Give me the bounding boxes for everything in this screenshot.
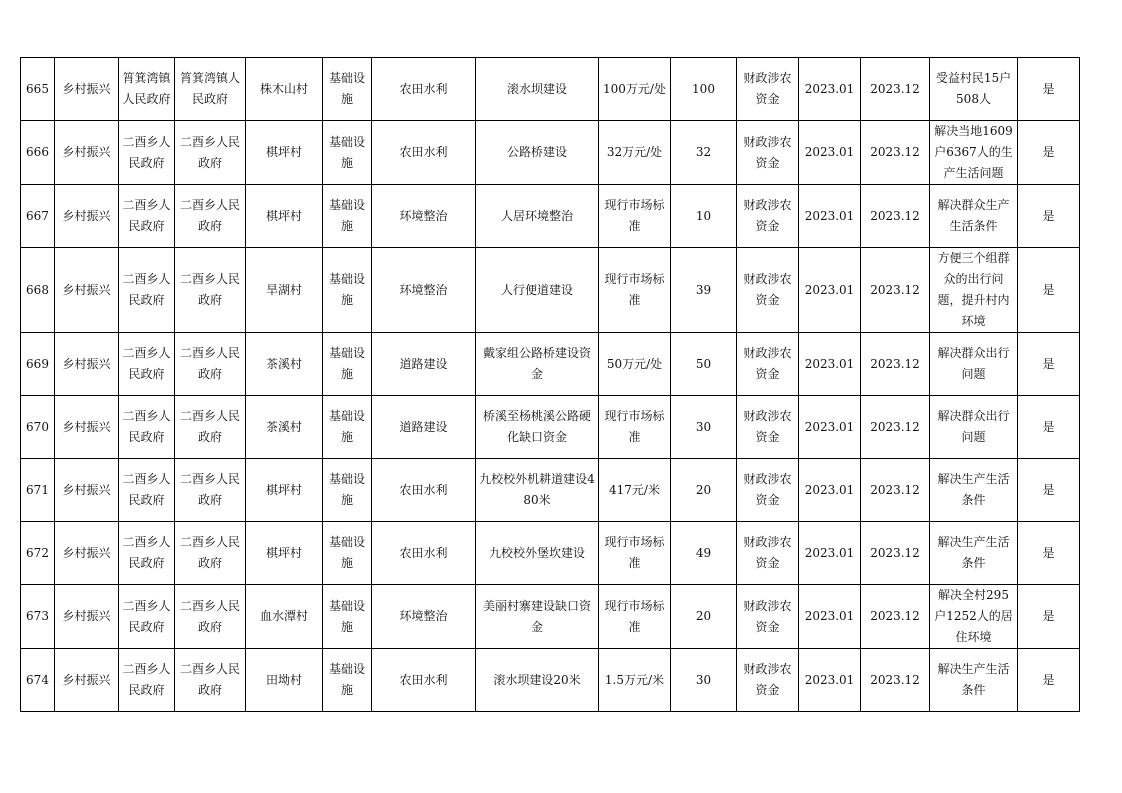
cell-unit: 二酉乡人民政府	[119, 522, 175, 585]
cell-type: 基础设施	[323, 333, 372, 396]
cell-category: 乡村振兴	[55, 121, 119, 185]
cell-village: 田坳村	[246, 649, 323, 712]
cell-village: 棋坪村	[246, 185, 323, 248]
cell-end: 2023.12	[861, 396, 930, 459]
cell-benefit: 解决群众出行问题	[930, 396, 1018, 459]
cell-type: 基础设施	[323, 585, 372, 649]
cell-benefit: 解决当地1609户6367人的生产生活问题	[930, 121, 1018, 185]
cell-fund: 财政涉农资金	[737, 459, 799, 522]
cell-category: 乡村振兴	[55, 185, 119, 248]
cell-start: 2023.01	[799, 248, 861, 333]
cell-no: 669	[21, 333, 55, 396]
table-row	[21, 58, 1080, 121]
cell-flag: 是	[1018, 333, 1080, 396]
cell-unit: 二酉乡人民政府	[119, 185, 175, 248]
cell-implementer: 二酉乡人民政府	[175, 459, 246, 522]
cell-end: 2023.12	[861, 649, 930, 712]
cell-benefit: 受益村民15户508人	[930, 58, 1018, 121]
cell-project: 人行便道建设	[476, 248, 599, 333]
cell-project: 九校校外机耕道建设480米	[476, 459, 599, 522]
cell-implementer: 筲箕湾镇人民政府	[175, 58, 246, 121]
cell-unit: 二酉乡人民政府	[119, 396, 175, 459]
cell-village: 株木山村	[246, 58, 323, 121]
cell-category: 乡村振兴	[55, 522, 119, 585]
cell-village: 茶溪村	[246, 396, 323, 459]
cell-start: 2023.01	[799, 333, 861, 396]
cell-village: 旱湖村	[246, 248, 323, 333]
cell-type: 基础设施	[323, 459, 372, 522]
cell-category: 乡村振兴	[55, 248, 119, 333]
cell-implementer: 二酉乡人民政府	[175, 585, 246, 649]
cell-implementer: 二酉乡人民政府	[175, 121, 246, 185]
cell-fund: 财政涉农资金	[737, 396, 799, 459]
cell-subtype: 农田水利	[372, 522, 476, 585]
cell-subtype: 农田水利	[372, 121, 476, 185]
cell-end: 2023.12	[861, 121, 930, 185]
cell-no: 673	[21, 585, 55, 649]
cell-fund: 财政涉农资金	[737, 121, 799, 185]
cell-project: 美丽村寨建设缺口资金	[476, 585, 599, 649]
cell-unit: 二酉乡人民政府	[119, 333, 175, 396]
cell-amount: 49	[671, 522, 737, 585]
cell-standard: 32万元/处	[599, 121, 671, 185]
table-row	[21, 585, 1080, 649]
cell-no: 666	[21, 121, 55, 185]
cell-unit: 筲箕湾镇人民政府	[119, 58, 175, 121]
cell-standard: 100万元/处	[599, 58, 671, 121]
cell-village: 棋坪村	[246, 522, 323, 585]
cell-amount: 50	[671, 333, 737, 396]
cell-implementer: 二酉乡人民政府	[175, 396, 246, 459]
cell-benefit: 解决群众生产生活条件	[930, 185, 1018, 248]
cell-end: 2023.12	[861, 333, 930, 396]
cell-implementer: 二酉乡人民政府	[175, 185, 246, 248]
cell-no: 667	[21, 185, 55, 248]
cell-category: 乡村振兴	[55, 58, 119, 121]
cell-subtype: 农田水利	[372, 459, 476, 522]
cell-category: 乡村振兴	[55, 459, 119, 522]
cell-village: 棋坪村	[246, 459, 323, 522]
cell-subtype: 农田水利	[372, 58, 476, 121]
cell-project: 公路桥建设	[476, 121, 599, 185]
cell-subtype: 环境整治	[372, 185, 476, 248]
cell-no: 671	[21, 459, 55, 522]
cell-subtype: 农田水利	[372, 649, 476, 712]
cell-benefit: 解决全村295户1252人的居住环境	[930, 585, 1018, 649]
cell-type: 基础设施	[323, 185, 372, 248]
cell-type: 基础设施	[323, 248, 372, 333]
cell-unit: 二酉乡人民政府	[119, 585, 175, 649]
cell-implementer: 二酉乡人民政府	[175, 333, 246, 396]
cell-amount: 20	[671, 459, 737, 522]
cell-standard: 现行市场标准	[599, 522, 671, 585]
cell-flag: 是	[1018, 649, 1080, 712]
cell-end: 2023.12	[861, 248, 930, 333]
cell-start: 2023.01	[799, 185, 861, 248]
cell-unit: 二酉乡人民政府	[119, 121, 175, 185]
cell-type: 基础设施	[323, 58, 372, 121]
cell-fund: 财政涉农资金	[737, 585, 799, 649]
cell-standard: 1.5万元/米	[599, 649, 671, 712]
cell-end: 2023.12	[861, 585, 930, 649]
cell-amount: 10	[671, 185, 737, 248]
cell-implementer: 二酉乡人民政府	[175, 522, 246, 585]
table-row	[21, 522, 1080, 585]
cell-subtype: 环境整治	[372, 248, 476, 333]
cell-flag: 是	[1018, 396, 1080, 459]
cell-flag: 是	[1018, 185, 1080, 248]
cell-type: 基础设施	[323, 649, 372, 712]
cell-flag: 是	[1018, 522, 1080, 585]
cell-benefit: 解决生产生活条件	[930, 522, 1018, 585]
cell-flag: 是	[1018, 121, 1080, 185]
cell-project: 桥溪至杨桃溪公路硬化缺口资金	[476, 396, 599, 459]
cell-fund: 财政涉农资金	[737, 649, 799, 712]
cell-type: 基础设施	[323, 522, 372, 585]
cell-project: 人居环境整治	[476, 185, 599, 248]
cell-no: 672	[21, 522, 55, 585]
cell-subtype: 道路建设	[372, 333, 476, 396]
table-row	[21, 248, 1080, 333]
cell-amount: 32	[671, 121, 737, 185]
cell-amount: 39	[671, 248, 737, 333]
cell-implementer: 二酉乡人民政府	[175, 248, 246, 333]
cell-unit: 二酉乡人民政府	[119, 248, 175, 333]
cell-flag: 是	[1018, 585, 1080, 649]
cell-start: 2023.01	[799, 396, 861, 459]
cell-start: 2023.01	[799, 58, 861, 121]
cell-no: 668	[21, 248, 55, 333]
cell-end: 2023.12	[861, 58, 930, 121]
cell-subtype: 环境整治	[372, 585, 476, 649]
cell-fund: 财政涉农资金	[737, 248, 799, 333]
cell-fund: 财政涉农资金	[737, 333, 799, 396]
cell-subtype: 道路建设	[372, 396, 476, 459]
cell-no: 674	[21, 649, 55, 712]
cell-start: 2023.01	[799, 585, 861, 649]
project-table	[20, 57, 1080, 712]
cell-end: 2023.12	[861, 459, 930, 522]
cell-project: 九校校外堡坎建设	[476, 522, 599, 585]
cell-category: 乡村振兴	[55, 649, 119, 712]
cell-project: 滚水坝建设	[476, 58, 599, 121]
cell-benefit: 方便三个组群众的出行问题，提升村内环境	[930, 248, 1018, 333]
table-row	[21, 459, 1080, 522]
cell-end: 2023.12	[861, 185, 930, 248]
cell-end: 2023.12	[861, 522, 930, 585]
cell-start: 2023.01	[799, 522, 861, 585]
cell-project: 滚水坝建设20米	[476, 649, 599, 712]
cell-benefit: 解决群众出行问题	[930, 333, 1018, 396]
cell-start: 2023.01	[799, 121, 861, 185]
cell-fund: 财政涉农资金	[737, 522, 799, 585]
table-row	[21, 649, 1080, 712]
cell-standard: 417元/米	[599, 459, 671, 522]
cell-village: 棋坪村	[246, 121, 323, 185]
cell-no: 670	[21, 396, 55, 459]
cell-amount: 100	[671, 58, 737, 121]
cell-standard: 现行市场标准	[599, 248, 671, 333]
cell-start: 2023.01	[799, 649, 861, 712]
cell-type: 基础设施	[323, 396, 372, 459]
cell-standard: 50万元/处	[599, 333, 671, 396]
cell-amount: 20	[671, 585, 737, 649]
cell-village: 血水潭村	[246, 585, 323, 649]
cell-benefit: 解决生产生活条件	[930, 649, 1018, 712]
cell-amount: 30	[671, 649, 737, 712]
cell-fund: 财政涉农资金	[737, 58, 799, 121]
cell-unit: 二酉乡人民政府	[119, 649, 175, 712]
table-row	[21, 185, 1080, 248]
cell-no: 665	[21, 58, 55, 121]
table-row	[21, 333, 1080, 396]
table-row	[21, 121, 1080, 185]
cell-flag: 是	[1018, 459, 1080, 522]
cell-flag: 是	[1018, 248, 1080, 333]
cell-implementer: 二酉乡人民政府	[175, 649, 246, 712]
cell-category: 乡村振兴	[55, 585, 119, 649]
cell-category: 乡村振兴	[55, 333, 119, 396]
cell-start: 2023.01	[799, 459, 861, 522]
cell-standard: 现行市场标准	[599, 396, 671, 459]
cell-category: 乡村振兴	[55, 396, 119, 459]
cell-unit: 二酉乡人民政府	[119, 459, 175, 522]
cell-standard: 现行市场标准	[599, 585, 671, 649]
cell-amount: 30	[671, 396, 737, 459]
cell-benefit: 解决生产生活条件	[930, 459, 1018, 522]
cell-project: 戴家组公路桥建设资金	[476, 333, 599, 396]
cell-flag: 是	[1018, 58, 1080, 121]
table-row	[21, 396, 1080, 459]
cell-standard: 现行市场标准	[599, 185, 671, 248]
cell-type: 基础设施	[323, 121, 372, 185]
table-body	[21, 58, 1080, 712]
cell-village: 茶溪村	[246, 333, 323, 396]
cell-fund: 财政涉农资金	[737, 185, 799, 248]
